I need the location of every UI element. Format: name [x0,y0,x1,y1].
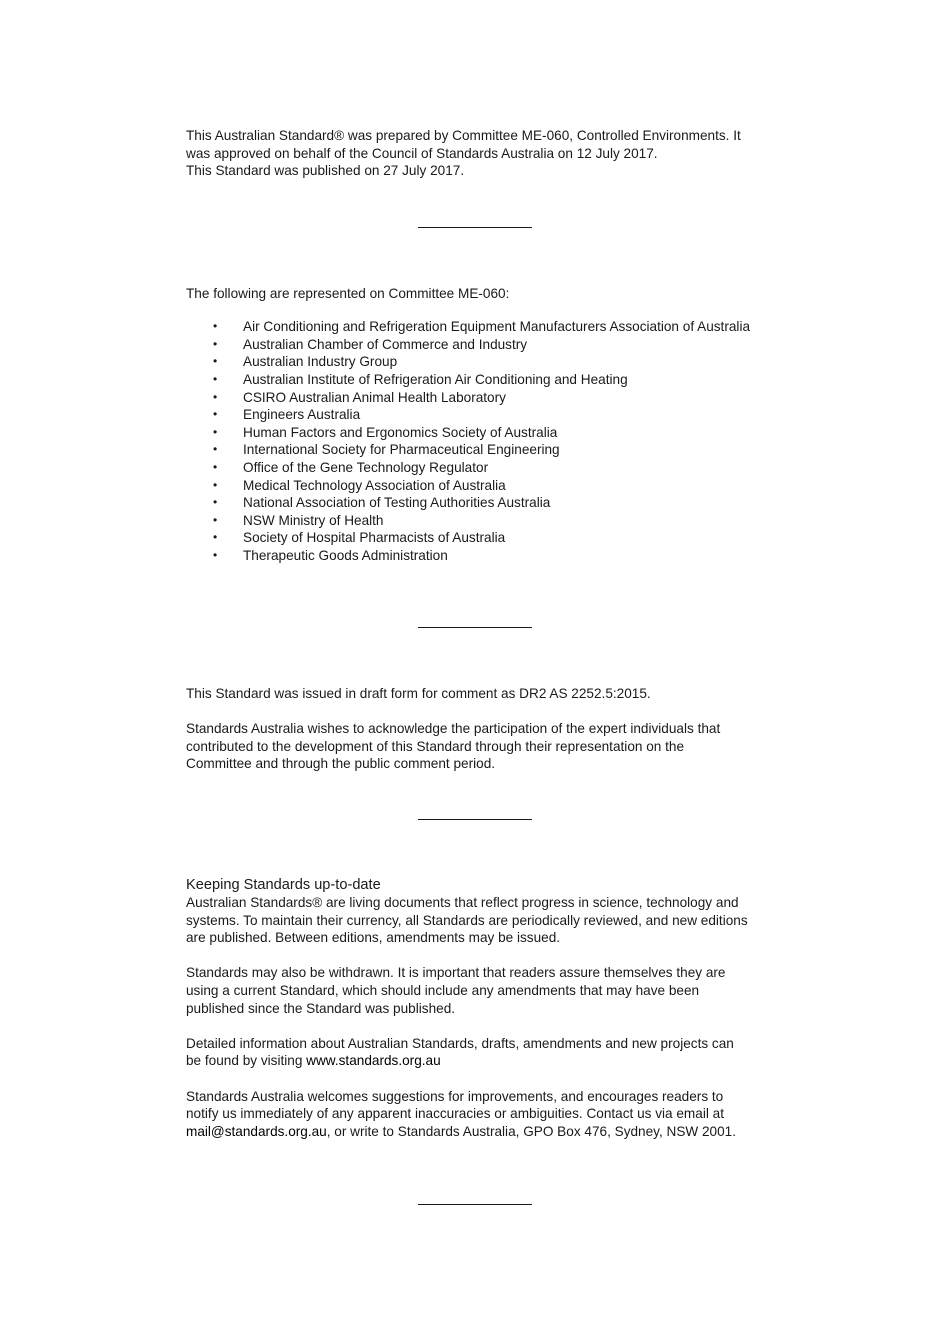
section-divider-2 [418,627,532,628]
list-item: • Society of Hospital Pharmacists of Australia [213,530,506,546]
bullet-icon: • [213,354,218,369]
uptodate-p4-line-2: notify us immediately of any apparent inaccuracies or ambiguities. Contact us via email at [186,1106,724,1122]
list-item: • Air Conditioning and Refrigeration Equipment Manufacturers Association of Australia [213,319,751,335]
section-heading: Keeping Standards up-to-date [186,877,381,893]
bullet-icon: • [213,389,218,404]
bullet-icon: • [213,495,218,510]
list-item: • International Society for Pharmaceutical Engineering [213,442,560,458]
bullet-icon: • [213,424,218,439]
bullet-icon: • [213,442,218,457]
uptodate-p2-line-3: published since the Standard was published. [186,1000,456,1016]
list-item: • Australian Chamber of Commerce and Industry [213,336,528,352]
acknowledgement-line-2: contributed to the development of this Standard through their representation on the [186,738,685,754]
list-item: • National Association of Testing Authorities Australia [213,495,551,511]
uptodate-p1-line-3: are published. Between editions, amendments may be issued. [186,930,561,946]
bullet-icon: • [213,530,218,545]
bullet-icon: • [213,512,218,527]
acknowledgement-line-3: Committee and through the public comment period. [186,756,496,772]
list-item: • Office of the Gene Technology Regulator [213,459,489,475]
section-divider-4 [418,1204,532,1205]
bullet-icon: • [213,371,218,386]
list-item: • Medical Technology Association of Australia [213,477,506,493]
approval-line-1: This Australian Standard® was prepared by Committee ME-060, Controlled Environments. It [186,128,741,143]
bullet-icon: • [213,459,218,474]
list-item: • Human Factors and Ergonomics Society of Australia [213,424,558,440]
approval-line-3: This Standard was published on 27 July 2017. [186,163,465,179]
committee-intro: The following are represented on Committee ME-060: [186,286,510,301]
uptodate-p3-line-1: Detailed information about Australian Standards, drafts, amendments and new projects can [186,1035,734,1051]
uptodate-p2-line-2: using a current Standard, which should include any amendments that may have been [186,982,700,998]
contact-email-link[interactable]: mail@standards.org.au [186,1123,327,1139]
uptodate-p4-line-3: mail@standards.org.au, or write to Standards Australia, GPO Box 476, Sydney, NSW 2001. [186,1123,737,1139]
acknowledgement-line-1: Standards Australia wishes to acknowledge the participation of the expert individuals that [186,721,721,737]
committee-section [186,285,776,565]
committee-member-list [186,318,776,564]
list-item: • Engineers Australia [213,407,361,423]
approval-statement [186,127,776,180]
list-item: • CSIRO Australian Animal Health Laboratory [213,389,506,405]
uptodate-p1-line-1: Australian Standards® are living documents that reflect progress in science, technology and [186,895,739,910]
bullet-icon: • [213,319,218,334]
approval-line-2: was approved on behalf of the Council of Standards Australia on 12 July 2017. [186,145,658,161]
list-item: • Therapeutic Goods Administration [213,547,448,563]
draft-issued-text: This Standard was issued in draft form for comment as DR2 AS 2252.5:2015. [186,686,651,701]
uptodate-p1-line-2: systems. To maintain their currency, all Standards are periodically reviewed, and new editions [186,912,748,928]
section-divider-1 [418,227,532,228]
uptodate-p4-line-1: Standards Australia welcomes suggestions for improvements, and encourages readers to [186,1088,724,1104]
section-divider-3 [418,819,532,820]
draft-section [186,685,776,773]
list-item: • Australian Institute of Refrigeration Air Conditioning and Heating [213,371,628,387]
uptodate-p3-line-2: be found by visiting www.standards.org.au [186,1053,441,1069]
standards-website-link[interactable]: www.standards.org.au [306,1053,441,1069]
bullet-icon: • [213,336,218,351]
bullet-icon: • [213,547,218,562]
bullet-icon: • [213,407,218,422]
list-item: • Australian Industry Group [213,354,398,370]
bullet-icon: • [213,477,218,492]
uptodate-p2-line-1: Standards may also be withdrawn. It is important that readers assure themselves they are [186,965,726,981]
uptodate-section [186,876,776,1140]
list-item: • NSW Ministry of Health [213,512,384,528]
